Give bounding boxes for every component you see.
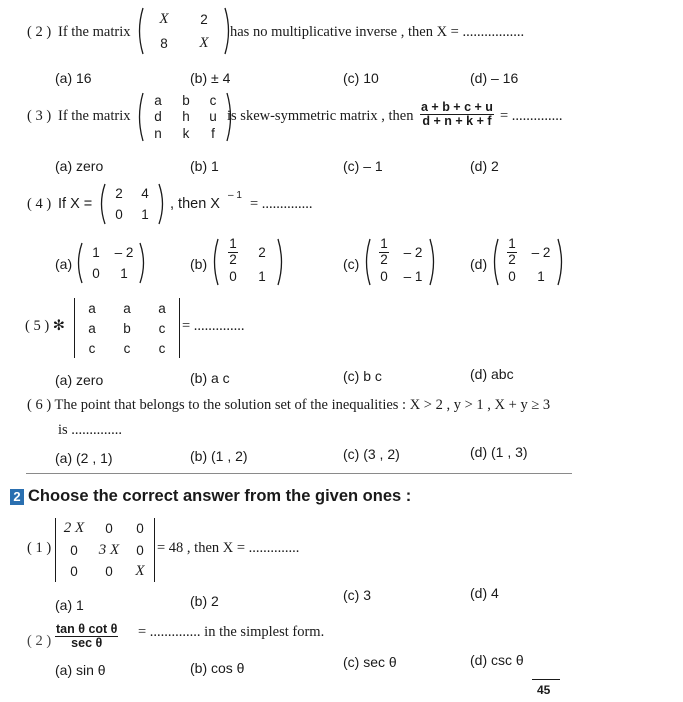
s2q2-fraction — [55, 623, 118, 650]
q2-prefix: If the matrix — [58, 24, 131, 40]
q3-mid: is skew-symmetric matrix , then — [227, 108, 414, 124]
q4-a-m11: 1 — [92, 245, 100, 260]
q4-option-b-matrix — [210, 238, 286, 286]
q5-m21: a — [88, 320, 96, 336]
s2q1-m31: 0 — [70, 564, 78, 579]
q4-option-c-matrix — [362, 238, 438, 286]
q3-option-d[interactable]: (d) 2 — [470, 158, 499, 174]
q3-option-b[interactable]: (b) 1 — [190, 158, 219, 174]
q3-frac-denominator: d + n + k + f — [422, 114, 492, 129]
q4-option-d-matrix — [490, 238, 566, 286]
s2q1-number: ( 1 ) — [27, 540, 52, 556]
q2-number: ( 2 ) — [27, 24, 52, 40]
q5-suffix: = .............. — [182, 318, 245, 334]
q4-d-m12: – 2 — [531, 244, 551, 260]
q4-d-m22: 1 — [537, 268, 545, 284]
q4-a-m21: 0 — [92, 266, 100, 281]
q3-m31: n — [154, 126, 162, 141]
q5-number: ( 5 ) ✻ — [25, 318, 65, 334]
q2-m22: X — [199, 34, 209, 51]
q2-option-c[interactable]: (c) 10 — [343, 70, 379, 86]
q2-option-b[interactable]: (b) ± 4 — [190, 70, 231, 86]
s2q1-m33: X — [135, 563, 145, 579]
s2q2-frac-numerator: tan θ cot θ — [56, 622, 118, 636]
q3-fraction — [420, 101, 494, 128]
q4-m12: 4 — [141, 186, 149, 201]
s2q1-m12: 0 — [105, 521, 113, 536]
q4-b-m22: 1 — [258, 268, 266, 284]
q4-option-a[interactable]: (a) — [55, 256, 73, 272]
q5-option-b[interactable]: (b) a c — [190, 370, 230, 386]
q6-option-c[interactable]: (c) (3 , 2) — [343, 446, 400, 462]
q5-option-c[interactable]: (c) b c — [343, 368, 382, 384]
q6-text: ( 6 ) The point that belongs to the solution set of the inequalities : X > 2 , y > 1 , X + y ≥ 3 — [27, 397, 551, 413]
s2q1-option-b[interactable]: (b) 2 — [190, 593, 219, 609]
q3-m13: c — [209, 92, 217, 108]
s2q2-option-c[interactable]: (c) sec θ — [343, 654, 397, 670]
q3-m21: d — [154, 109, 162, 124]
q3-m22: h — [182, 109, 190, 124]
q4-b-frac-num: 1 — [229, 236, 237, 252]
q4-tail: = .............. — [250, 196, 313, 212]
s2q2-option-d[interactable]: (d) csc θ — [470, 652, 524, 668]
s2q2-number: ( 2 ) — [27, 633, 52, 649]
q3-matrix — [135, 92, 235, 142]
q5-option-d[interactable]: (d) abc — [470, 366, 514, 382]
q2-m11: X — [159, 10, 169, 27]
q4-option-c[interactable]: (c) — [343, 256, 360, 272]
q5-m33: c — [158, 340, 166, 356]
q4-d-m21: 0 — [508, 268, 516, 284]
q3-m32: k — [182, 126, 190, 141]
section-divider — [26, 473, 572, 474]
q2-option-d[interactable]: (d) – 16 — [470, 70, 519, 86]
q5-option-a[interactable]: (a) zero — [55, 372, 104, 388]
q6-option-d[interactable]: (d) (1 , 3) — [470, 444, 528, 460]
q2-matrix — [135, 7, 233, 55]
s2q1-m23: 0 — [136, 542, 144, 558]
q3-m33: f — [211, 126, 215, 141]
q3-option-a[interactable]: (a) zero — [55, 158, 104, 174]
q4-d-frac-num: 1 — [508, 236, 516, 252]
s2q1-m22: 3 X — [98, 541, 120, 558]
q5-m32: c — [123, 340, 131, 356]
s2q2-option-a[interactable]: (a) sin θ — [55, 662, 106, 678]
q3-m12: b — [182, 92, 190, 108]
s2q1-m32: 0 — [105, 564, 113, 579]
s2q1-option-c[interactable]: (c) 3 — [343, 587, 371, 603]
s2q1-determinant — [55, 518, 155, 582]
q3-m23: u — [209, 109, 217, 124]
q4-option-b[interactable]: (b) — [190, 256, 208, 272]
s2q1-m13: 0 — [136, 521, 144, 536]
q4-c-frac-den: 2 — [380, 251, 388, 267]
q2-suffix: has no multiplicative inverse , then X = ................. — [230, 24, 525, 40]
q6-option-a[interactable]: (a) (2 , 1) — [55, 450, 113, 466]
section-title: Choose the correct answer from the given ones : — [28, 487, 412, 505]
q4-prefix: If X = — [58, 196, 93, 212]
q4-suffix: , then X — [170, 196, 220, 212]
q5-m13: a — [158, 300, 166, 316]
q6-continuation: is .............. — [58, 422, 123, 438]
q2-option-a[interactable]: (a) 16 — [55, 70, 92, 86]
q4-a-m12: – 2 — [114, 245, 134, 260]
q4-m21: 0 — [115, 207, 123, 222]
q5-m11: a — [88, 300, 96, 316]
q4-m11: 2 — [115, 186, 123, 201]
q3-m11: a — [154, 92, 162, 108]
q5-determinant — [74, 298, 180, 358]
q4-c-m12: – 2 — [403, 244, 423, 260]
s2q2-option-b[interactable]: (b) cos θ — [190, 660, 245, 676]
q3-suffix: = .............. — [500, 108, 563, 124]
q4-c-m21: 0 — [380, 268, 388, 284]
q4-option-a-matrix — [74, 242, 148, 284]
s2q2-suffix: = .............. in the simplest form. — [138, 624, 325, 640]
q4-c-frac-num: 1 — [380, 236, 388, 252]
q4-a-m22: 1 — [120, 266, 128, 281]
q2-m12: 2 — [200, 11, 208, 27]
s2q1-m11: 2 X — [63, 520, 85, 536]
q4-c-m22: – 1 — [403, 268, 423, 284]
q5-m22: b — [123, 320, 131, 336]
q3-prefix: If the matrix — [58, 108, 131, 124]
s2q1-suffix: = 48 , then X = .............. — [157, 540, 300, 556]
s2q2-frac-denominator: sec θ — [71, 636, 103, 651]
section-number-badge: 2 — [10, 489, 24, 505]
q4-d-frac-den: 2 — [508, 251, 516, 267]
q4-b-frac-den: 2 — [229, 251, 237, 267]
q4-b-m21: 0 — [229, 268, 237, 284]
q3-number: ( 3 ) — [27, 108, 52, 124]
q5-m31: c — [88, 340, 96, 356]
q2-m21: 8 — [160, 35, 168, 51]
q4-matrix — [97, 183, 167, 225]
q4-superscript: – 1 — [228, 190, 242, 201]
q4-number: ( 4 ) — [27, 196, 52, 212]
q4-b-m12: 2 — [258, 244, 266, 260]
page-number: 45 — [537, 683, 551, 697]
q4-option-d[interactable]: (d) — [470, 256, 488, 272]
q5-m23: c — [158, 320, 166, 336]
s2q1-option-a[interactable]: (a) 1 — [55, 597, 84, 613]
q6-option-b[interactable]: (b) (1 , 2) — [190, 448, 248, 464]
s2q1-option-d[interactable]: (d) 4 — [470, 585, 499, 601]
q5-m12: a — [123, 300, 131, 316]
s2q1-m21: 0 — [70, 542, 78, 558]
q3-option-c[interactable]: (c) – 1 — [343, 158, 383, 174]
q3-frac-numerator: a + b + c + u — [421, 100, 493, 114]
page-number-rule — [532, 679, 560, 680]
q4-m22: 1 — [141, 207, 149, 222]
